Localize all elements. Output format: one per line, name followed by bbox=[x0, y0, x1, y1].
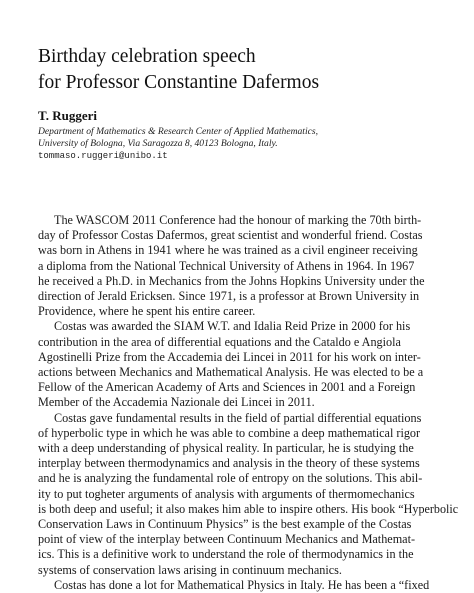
title-line: Birthday celebration speech bbox=[38, 46, 256, 67]
text-line: actions between Mechanics and Mathematical Analysis. He was elected to be a bbox=[38, 365, 424, 380]
author-email: tommaso.ruggeri@unibo.it bbox=[38, 151, 168, 161]
text-line: Fellow of the American Academy of Arts and Sciences in 2001 and a Foreign bbox=[38, 380, 416, 395]
text-line: Costas was awarded the SIAM W.T. and Idalia Reid Prize in 2000 for his bbox=[54, 319, 411, 334]
paragraph bbox=[38, 319, 458, 410]
document-title bbox=[38, 44, 458, 96]
title-line: for Professor Constantine Dafermos bbox=[38, 72, 320, 93]
text-line: is both deep and useful; it also makes him able to inspire others. His book “Hyperbolic bbox=[38, 501, 459, 516]
text-line: Conservation Laws in Continuum Physics” is the best example of the Costas bbox=[38, 517, 412, 532]
text-line: direction of Jerald Ericksen. Since 1971, is a professor at Brown University in bbox=[38, 289, 420, 304]
paragraph bbox=[38, 578, 458, 593]
body-text bbox=[38, 213, 458, 593]
text-line: Costas gave fundamental results in the field of partial differential equations bbox=[54, 410, 422, 425]
text-line: of hyperbolic type in which he was able to combine a deep mathematical rigor bbox=[38, 425, 421, 440]
affiliation-line: University of Bologna, Via Saragozza 8, 40123 Bologna, Italy. bbox=[38, 137, 278, 149]
paragraph bbox=[38, 411, 458, 578]
author-block bbox=[38, 108, 458, 162]
text-line: ics. This is a definitive work to understand the role of thermodynamics in the bbox=[38, 547, 414, 562]
text-line: and he is analyzing the fundamental role of entropy on the solutions. This abil- bbox=[38, 471, 423, 486]
text-line: interplay between thermodynamics and analysis in the theory of these systems bbox=[38, 456, 420, 471]
text-line: Costas has done a lot for Mathematical Physics in Italy. He has been a “fixed bbox=[54, 577, 430, 592]
author-name: T. Ruggeri bbox=[38, 108, 97, 123]
text-line: with a deep understanding of physical reality. In particular, he is studying the bbox=[38, 441, 414, 456]
text-line: a diploma from the National Technical University of Athens in 1964. In 1967 bbox=[38, 258, 415, 273]
text-line: day of Professor Costas Dafermos, great scientist and wonderful friend. Costas bbox=[38, 228, 423, 243]
paragraph bbox=[38, 213, 458, 319]
text-line: Providence, where he spent his entire career. bbox=[38, 304, 256, 319]
text-line: point of view of the interplay between Continuum Mechanics and Mathemat- bbox=[38, 532, 416, 547]
text-line: contribution in the area of differential equations and the Cataldo e Angiola bbox=[38, 334, 401, 349]
text-line: The WASCOM 2011 Conference had the honour of marking the 70th birth- bbox=[54, 213, 422, 227]
text-line: ity to put togheter arguments of analysis with arguments of thermomechanics bbox=[38, 486, 415, 501]
text-line: systems of conservation laws arising in continuum mechanics. bbox=[38, 562, 342, 577]
text-line: Agostinelli Prize from the Accademia dei Lincei in 2011 for his work on inter- bbox=[38, 349, 421, 364]
affiliation-line: Department of Mathematics & Research Center of Applied Mathematics, bbox=[38, 126, 319, 137]
text-line: he received a Ph.D. in Mechanics from the Johns Hopkins University under the bbox=[38, 273, 425, 288]
text-line: was born in Athens in 1941 where he was trained as a civil engineer receiving bbox=[38, 243, 418, 258]
text-line: Member of the Accademia Nazionale dei Lincei in 2011. bbox=[38, 395, 315, 410]
